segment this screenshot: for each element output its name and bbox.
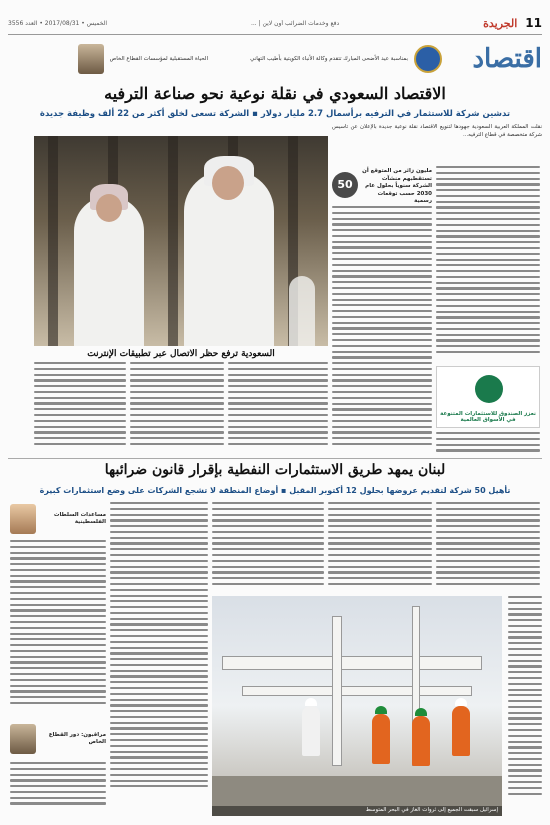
- columnist-1-avatar: [10, 504, 36, 534]
- story2-left-col-end: [10, 762, 106, 816]
- story1-subhead: تدشين شركة للاستثمار في الترفيه برأسمال 2.7 مليار دولار ▪ الشركة تسعى لخلق أكثر من 22 ألف وظيفة جديدة: [39, 109, 511, 119]
- story1-lead: [332, 124, 542, 164]
- story1-lead-text: نقلت المملكة العربية السعودية جهودها لتنويع الاقتصاد نقلة نوعية جديدة بالإعلان عن تأسيس شركة متخصصة في قطاع الترفيه...: [332, 124, 542, 138]
- header-column-text: الحياة المستقبلية لمؤسسات القطاع الخاص: [109, 56, 208, 62]
- story2-right-narrow: [508, 596, 542, 806]
- header-column: [8, 40, 208, 78]
- page-number: 11: [525, 16, 542, 30]
- story2-col2: [328, 502, 432, 594]
- fund-ad-text: نعزز الصندوق للاستثمارات المتنوعة في الأسواق العالمية: [440, 411, 536, 423]
- fund-seal-icon: [475, 375, 503, 403]
- story2-col1: [436, 502, 540, 594]
- section-title: اقتصاد: [472, 44, 542, 74]
- section-header: [8, 38, 542, 80]
- story2-subhead: تأهيل 50 شركة لتقديم عروضها بحلول 12 أكتوبر المقبل ▪ أوضاع المنطقة لا تشجع الشركات على وضع استثمارات كبيرة: [39, 486, 511, 495]
- newspaper-logo: الجريدة: [483, 16, 518, 30]
- columnist-avatar: [78, 44, 104, 74]
- story1b-col1: [228, 362, 328, 452]
- story1-column-right: [436, 166, 540, 362]
- columnist-box-2: [10, 724, 106, 754]
- header-ad: [222, 40, 442, 78]
- story1-photo-caption: السعودية ترفع حظر الاتصال عبر تطبيقات الإنترنت: [87, 349, 275, 359]
- story2-col3: [212, 502, 324, 594]
- stat-circle: 50: [332, 172, 358, 198]
- story-divider: [8, 458, 542, 459]
- columnist-box-1: [10, 504, 106, 534]
- story1-column-mid: [332, 206, 432, 456]
- promo-text: دفع وخدمات الضرائب أون لاين | ...: [250, 19, 340, 27]
- columnist-2-avatar: [10, 724, 36, 754]
- story1-column-right-end: [436, 432, 540, 456]
- story2-photo-caption: إسرائيل سبقت الجميع إلى ثروات الغاز في البحر المتوسط: [212, 806, 502, 816]
- story2-headline: لبنان يمهد طريق الاستثمارات النفطية بإقرار قانون ضرائبها: [104, 462, 446, 478]
- story2-photo: [212, 596, 502, 816]
- columnist-2-title: مراقبون: دور القطاع الخاص: [48, 731, 106, 745]
- columnist-1-title: مساعدات السلطات الفلسطينية: [53, 511, 106, 525]
- top-rule: [8, 34, 542, 35]
- story1-photo: [34, 136, 328, 346]
- agency-logo-icon: [414, 45, 442, 73]
- story2-col4: [110, 502, 208, 802]
- top-bar: [8, 14, 542, 32]
- story2-left-col: [10, 540, 106, 720]
- story1b-col2: [130, 362, 224, 452]
- issue-info: الخميس • 2017/08/31 • العدد 3556: [8, 19, 108, 27]
- stat-quote: مليون زائر من المتوقع أن تستقطبهم منشآت الشركة سنوياً بحلول عام 2030 حسب توقعات رسمية: [362, 168, 432, 204]
- story1-headline: الاقتصاد السعودي في نقلة نوعية نحو صناعة الترفيه: [104, 84, 446, 103]
- story1b-col3: [34, 362, 126, 452]
- header-ad-text: بمناسبة عيد الأضحى المبارك تتقدم وكالة الأنباء الكويتية بأطيب التهاني: [250, 56, 408, 62]
- fund-ad: [436, 366, 540, 428]
